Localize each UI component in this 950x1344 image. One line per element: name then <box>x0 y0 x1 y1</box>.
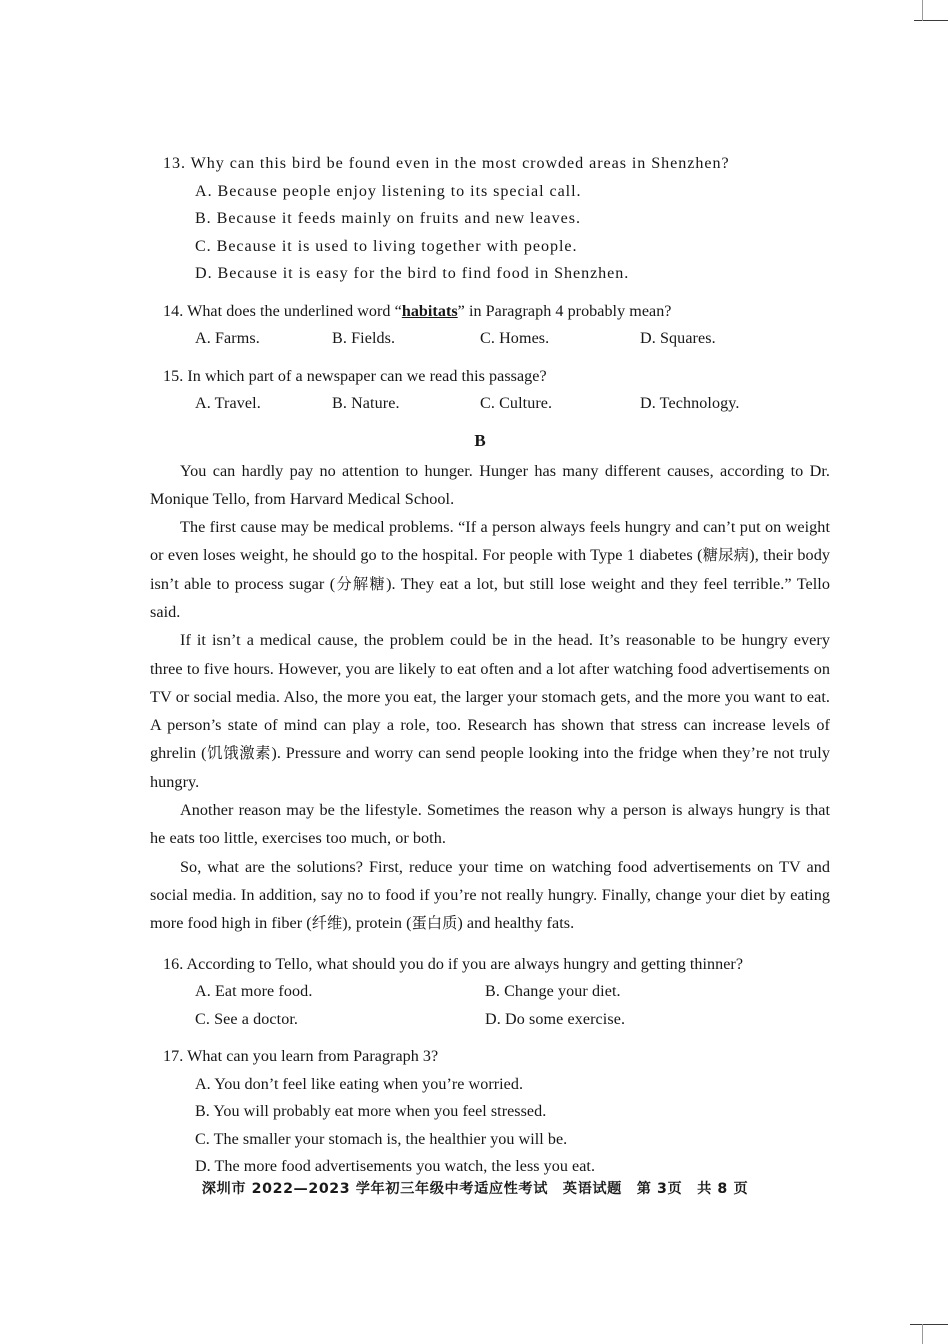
page-content <box>150 150 830 1183</box>
question-16-option-c[interactable]: C. See a doctor. <box>195 1010 299 1028</box>
question-13-stem <box>150 150 830 178</box>
question-16-stem <box>150 951 830 979</box>
crop-mark-top-right <box>900 0 948 34</box>
question-17-stem <box>150 1043 830 1071</box>
crop-mark-bottom-right <box>900 1306 948 1344</box>
crop-mark-vertical-bar <box>922 1324 923 1344</box>
question-13-option-c[interactable]: C. Because it is used to living together with people. <box>195 237 578 255</box>
question-15-option-c[interactable]: C. Culture. <box>480 395 553 412</box>
question-15-options <box>150 390 830 418</box>
spacer <box>150 938 830 951</box>
chinese-gloss: 蛋白质 <box>411 914 458 933</box>
question-15-stem <box>150 363 830 391</box>
question-15 <box>150 363 830 418</box>
question-14 <box>150 298 830 353</box>
question-16-number: 16. <box>163 955 184 973</box>
question-17-number: 17. <box>163 1048 184 1066</box>
question-17-option-d[interactable]: D. The more food advertisements you watch, the less you eat. <box>195 1158 596 1176</box>
passage-paragraph-3: If it isn’t a medical cause, the problem could be in the head. It’s reasonable to be hungry every three to five hours. However, you are likely to eat often and a lot after watching food advertisements on TV or social media. Also, the more you eat, the larger your stomach gets, and the more you want to eat. A person’s state of mind can play a role, too. Research has shown that stress can increase levels of ghrelin (饥饿激素). Pressure and worry can send people looking into the fridge when they’re not truly hungry. <box>150 631 830 791</box>
crop-mark-horizontal-bar <box>910 1324 948 1325</box>
question-13 <box>150 150 830 288</box>
spacer <box>150 290 830 298</box>
passage-paragraph-5: So, what are the solutions? First, reduce your time on watching food advertisements on TV and social media. In addition, say no to food if you’re not really hungry. Finally, change your diet by eating more food high in fiber (纤维), protein (蛋白质) and healthy fats. <box>150 857 830 933</box>
question-16 <box>150 951 830 1034</box>
question-17-stem-text: What can you learn from Paragraph 3? <box>187 1048 439 1066</box>
question-13-option-d[interactable]: D. Because it is easy for the bird to find food in Shenzhen. <box>195 265 630 282</box>
question-15-number: 15. <box>163 367 184 385</box>
passage-section-letter: B <box>474 430 486 450</box>
question-15-option-d[interactable]: D. Technology. <box>640 395 740 412</box>
question-16-option-b[interactable]: B. Change your diet. <box>485 983 621 1001</box>
question-17-option-b[interactable]: B. You will probably eat more when you feel stressed. <box>195 1103 547 1121</box>
question-14-stem-after: ” in Paragraph 4 probably mean? <box>457 302 672 320</box>
passage-paragraph-4: Another reason may be the lifestyle. Sometimes the reason why a person is always hungry is that he eats too little, exercises too much, or both. <box>150 801 830 848</box>
question-13-option-b[interactable]: B. Because it feeds mainly on fruits and new leaves. <box>195 210 581 227</box>
question-15-option-a[interactable]: A. Travel. <box>195 395 261 412</box>
question-15-option-b[interactable]: B. Nature. <box>332 395 400 412</box>
question-16-option-d[interactable]: D. Do some exercise. <box>485 1010 626 1028</box>
question-16-options-row-1 <box>150 978 830 1006</box>
chinese-gloss: 糖尿病 <box>702 546 750 565</box>
question-14-stem-before: What does the underlined word “ <box>187 302 402 320</box>
question-14-stem <box>150 298 830 326</box>
page-footer: 深圳市 2022—2023 学年初三年级中考适应性考试 英语试题 第 3页 共 8 页 <box>201 1181 749 1197</box>
question-14-option-a[interactable]: A. Farms. <box>195 330 260 347</box>
question-13-stem-text: Why can this bird be found even in the most crowded areas in Shenzhen? <box>190 155 730 172</box>
question-14-number: 14. <box>163 302 184 320</box>
question-17 <box>150 1043 830 1181</box>
question-13-number: 13. <box>163 155 186 172</box>
question-17-option-c[interactable]: C. The smaller your stomach is, the healthier you will be. <box>195 1130 568 1148</box>
crop-mark-horizontal-bar <box>914 20 948 21</box>
chinese-gloss: 分解糖 <box>335 574 387 593</box>
question-14-options <box>150 325 830 353</box>
question-13-option-a[interactable]: A. Because people enjoy listening to its special call. <box>195 182 582 200</box>
passage-paragraph-2: The first cause may be medical problems. “If a person always feels hungry and can’t put on weight or even loses weight, he should go to the hospital. For people with Type 1 diabetes (糖尿病), their body isn’t able to process sugar (分解糖). They eat a lot, but still lose weight and they feel terrible.” Tello said. <box>150 518 830 621</box>
question-15-stem-text: In which part of a newspaper can we read this passage? <box>187 367 547 385</box>
question-14-option-c[interactable]: C. Homes. <box>480 330 550 347</box>
chinese-gloss: 纤维 <box>311 914 343 933</box>
question-16-stem-text: According to Tello, what should you do if you are always hungry and getting thinner? <box>186 955 744 973</box>
spacer <box>150 1035 830 1043</box>
chinese-gloss: 饥饿激素 <box>206 744 272 763</box>
question-16-option-a[interactable]: A. Eat more food. <box>195 983 313 1001</box>
question-17-option-a[interactable]: A. You don’t feel like eating when you’re worried. <box>195 1075 524 1093</box>
question-16-options-row-2 <box>150 1006 830 1034</box>
question-14-option-b[interactable]: B. Fields. <box>332 330 396 347</box>
crop-mark-vertical-bar <box>922 0 923 21</box>
question-14-option-d[interactable]: D. Squares. <box>640 330 716 347</box>
question-14-underlined-word: habitats <box>401 302 458 320</box>
spacer <box>150 355 830 363</box>
passage-paragraph-1: You can hardly pay no attention to hunger. Hunger has many different causes, according to Dr. Monique Tello, from Harvard Medical School. <box>150 461 830 508</box>
